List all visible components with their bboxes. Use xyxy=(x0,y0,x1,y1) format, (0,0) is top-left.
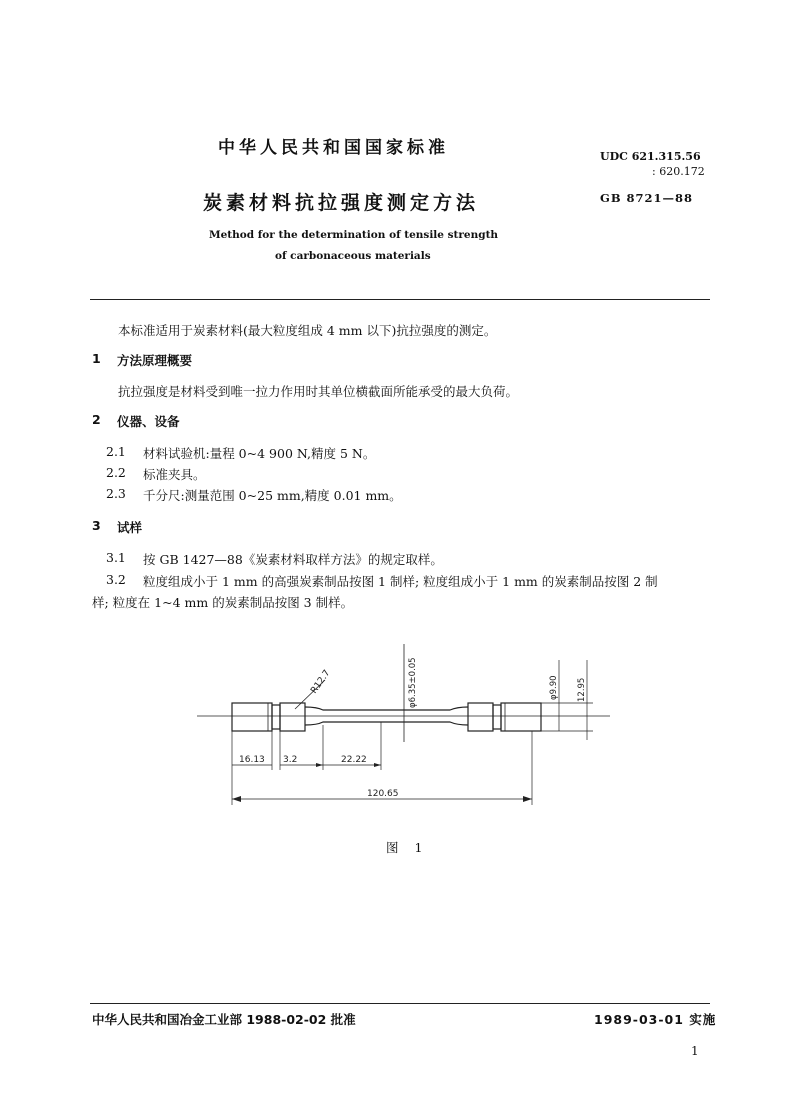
figure-caption: 图 1 xyxy=(386,840,429,855)
issuing-authority: 中华人民共和国冶金工业部 1988-02-02 批准 xyxy=(92,1012,356,1027)
left-collar xyxy=(280,703,305,731)
left-grip-block xyxy=(232,703,272,731)
english-title-line-2: of carbonaceous materials xyxy=(275,250,431,262)
section-1-title: 方法原理概要 xyxy=(117,353,193,368)
dim-16-13: 16.13 xyxy=(239,755,265,765)
clause-3-2-number: 3.2 xyxy=(106,572,126,587)
header-divider xyxy=(90,299,710,300)
standard-title: 中华人民共和国国家标准 xyxy=(218,138,449,158)
document-title: 炭素材料抗拉强度测定方法 xyxy=(203,192,480,214)
gb-number: GB 8721—88 xyxy=(600,191,694,205)
section-2-number: 2 xyxy=(92,412,101,427)
dim-total-length: 120.65 xyxy=(367,789,399,799)
section-2-title: 仪器、设备 xyxy=(117,414,180,429)
section-1-text: 抗拉强度是材料受到唯一拉力作用时其单位横截面所能承受的最大负荷。 xyxy=(118,384,519,399)
effective-date: 1989-03-01 实施 xyxy=(594,1012,717,1027)
page-number: 1 xyxy=(691,1044,699,1058)
english-title-line-1: Method for the determination of tensile strength xyxy=(209,229,499,241)
clause-2-2-text: 标准夹具。 xyxy=(143,467,206,482)
clause-2-3-text: 千分尺:测量范围 0~25 mm,精度 0.01 mm。 xyxy=(143,488,402,503)
udc-code: UDC 621.315.56 xyxy=(600,150,701,163)
right-collar xyxy=(468,703,493,731)
specimen-drawing xyxy=(195,630,615,830)
intro-paragraph: 本标准适用于炭素材料(最大粒度组成 4 mm 以下)抗拉强度的测定。 xyxy=(118,323,497,338)
clause-2-1-number: 2.1 xyxy=(106,444,126,459)
clause-2-1-text: 材料试验机:量程 0~4 900 N,精度 5 N。 xyxy=(143,446,376,461)
dim-3-2: 3.2 xyxy=(283,755,298,765)
section-3-title: 试样 xyxy=(117,520,143,535)
dim-end-diameter: 12.95 xyxy=(577,677,587,702)
clause-2-2-number: 2.2 xyxy=(106,465,126,480)
clause-3-1-text: 按 GB 1427—88《炭素材料取样方法》的规定取样。 xyxy=(143,552,443,567)
dim-center-diameter: φ6.35±0.05 xyxy=(408,657,418,708)
footer-divider xyxy=(90,1003,710,1004)
clause-3-2-continuation: 样; 粒度在 1~4 mm 的炭素制品按图 3 制样。 xyxy=(92,595,354,610)
dim-22-22: 22.22 xyxy=(341,755,367,765)
section-1-number: 1 xyxy=(92,351,101,366)
gauge-lower-profile xyxy=(305,722,468,725)
clause-2-3-number: 2.3 xyxy=(106,486,126,501)
udc-code-continued: : 620.172 xyxy=(652,165,705,178)
dim-radius: R12.7 xyxy=(309,668,333,696)
section-3-number: 3 xyxy=(92,518,101,533)
right-grip-block xyxy=(501,703,541,731)
clause-3-2-text: 粒度组成小于 1 mm 的高强炭素制品按图 1 制样; 粒度组成小于 1 mm 的炭素制品按图 2 制 xyxy=(143,574,658,589)
dim-grip-diameter: φ9.90 xyxy=(549,675,559,700)
gauge-upper-profile xyxy=(305,707,468,710)
clause-3-1-number: 3.1 xyxy=(106,550,126,565)
